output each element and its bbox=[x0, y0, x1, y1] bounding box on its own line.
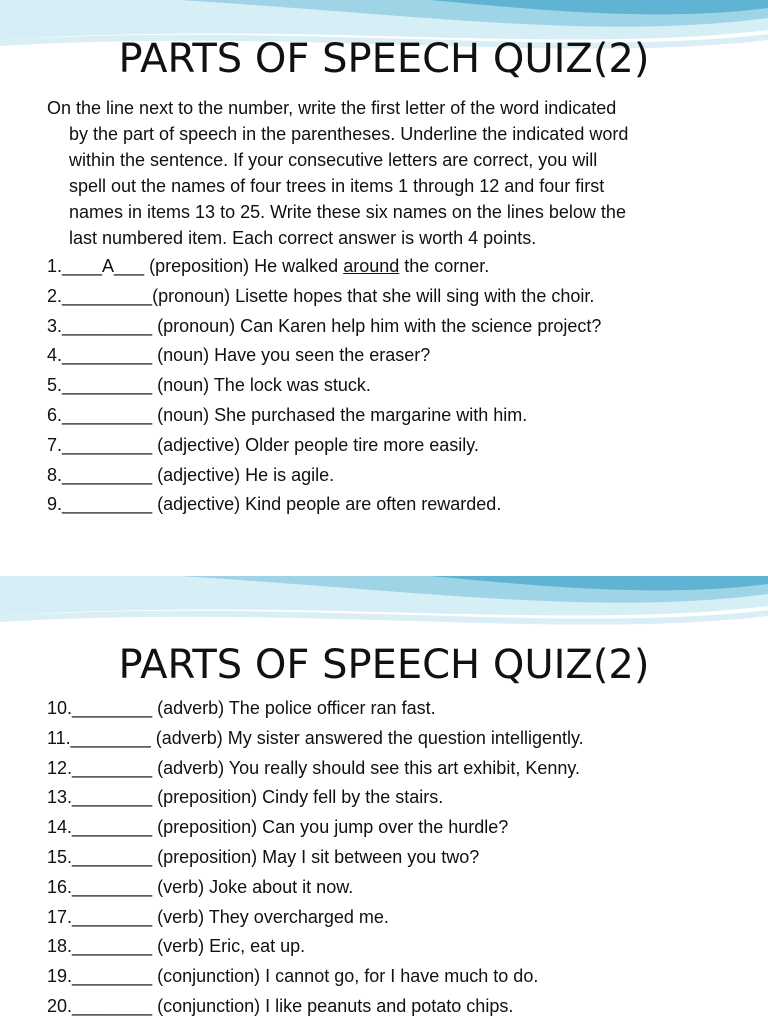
page-title: PARTS OF SPEECH QUIZ(2) bbox=[118, 642, 650, 688]
quiz-items-list bbox=[47, 252, 757, 520]
quiz-item: 15.________ (preposition) May I sit between you two? bbox=[47, 846, 480, 867]
quiz-item: 3._________ (pronoun) Can Karen help him with the science project? bbox=[47, 315, 602, 336]
quiz-item bbox=[47, 252, 757, 282]
instruction-line: names in items 13 to 25. Write these six names on the lines below the bbox=[69, 202, 626, 222]
quiz-item: 6._________ (noun) She purchased the margarine with him. bbox=[47, 404, 528, 425]
quiz-item: 10.________ (adverb) The police officer ran fast. bbox=[47, 698, 436, 718]
instructions bbox=[47, 95, 747, 251]
quiz-item: 12.________ (adverb) You really should see this art exhibit, Kenny. bbox=[47, 757, 581, 778]
page-title: PARTS OF SPEECH QUIZ(2) bbox=[118, 36, 650, 82]
quiz-item: 17.________ (verb) They overcharged me. bbox=[47, 906, 389, 927]
instruction-line: On the line next to the number, write the first letter of the word indicated bbox=[47, 98, 617, 118]
quiz-item: 19.________ (conjunction) I cannot go, for I have much to do. bbox=[47, 966, 539, 987]
quiz-item: 4._________ (noun) Have you seen the eraser? bbox=[47, 345, 431, 366]
instruction-line: spell out the names of four trees in items 1 through 12 and four first bbox=[69, 176, 605, 196]
slide-separator bbox=[0, 566, 768, 576]
instruction-line: within the sentence. If your consecutive letters are correct, you will bbox=[69, 150, 598, 170]
quiz-item: 20.________ (conjunction) I like peanuts and potato chips. bbox=[47, 995, 514, 1016]
instruction-line: by the part of speech in the parentheses. Underline the indicated word bbox=[69, 124, 629, 144]
quiz-item: 7._________ (adjective) Older people tire more easily. bbox=[47, 434, 479, 455]
quiz-item: 2._________(pronoun) Lisette hopes that she will sing with the choir. bbox=[47, 285, 595, 306]
quiz-item: 8._________ (adjective) He is agile. bbox=[47, 464, 335, 485]
quiz-items-list bbox=[47, 694, 757, 1022]
quiz-item: 13.________ (preposition) Cindy fell by the stairs. bbox=[47, 787, 444, 808]
quiz-item-text: 1.____A___ (preposition) He walked bbox=[47, 256, 344, 276]
quiz-item: 18.________ (verb) Eric, eat up. bbox=[47, 936, 306, 957]
quiz-item: 14.________ (preposition) Can you jump over the hurdle? bbox=[47, 817, 509, 838]
slide-2 bbox=[0, 576, 768, 1024]
quiz-item: 9._________ (adjective) Kind people are often rewarded. bbox=[47, 494, 502, 515]
quiz-item: 11.________ (adverb) My sister answered the question intelligently. bbox=[47, 727, 584, 748]
quiz-item-text-end: the corner. bbox=[399, 256, 490, 276]
quiz-item: 16.________ (verb) Joke about it now. bbox=[47, 876, 354, 897]
underlined-word: around bbox=[343, 256, 400, 276]
instruction-line: last numbered item. Each correct answer is worth 4 points. bbox=[69, 228, 537, 248]
quiz-item: 5._________ (noun) The lock was stuck. bbox=[47, 375, 371, 396]
